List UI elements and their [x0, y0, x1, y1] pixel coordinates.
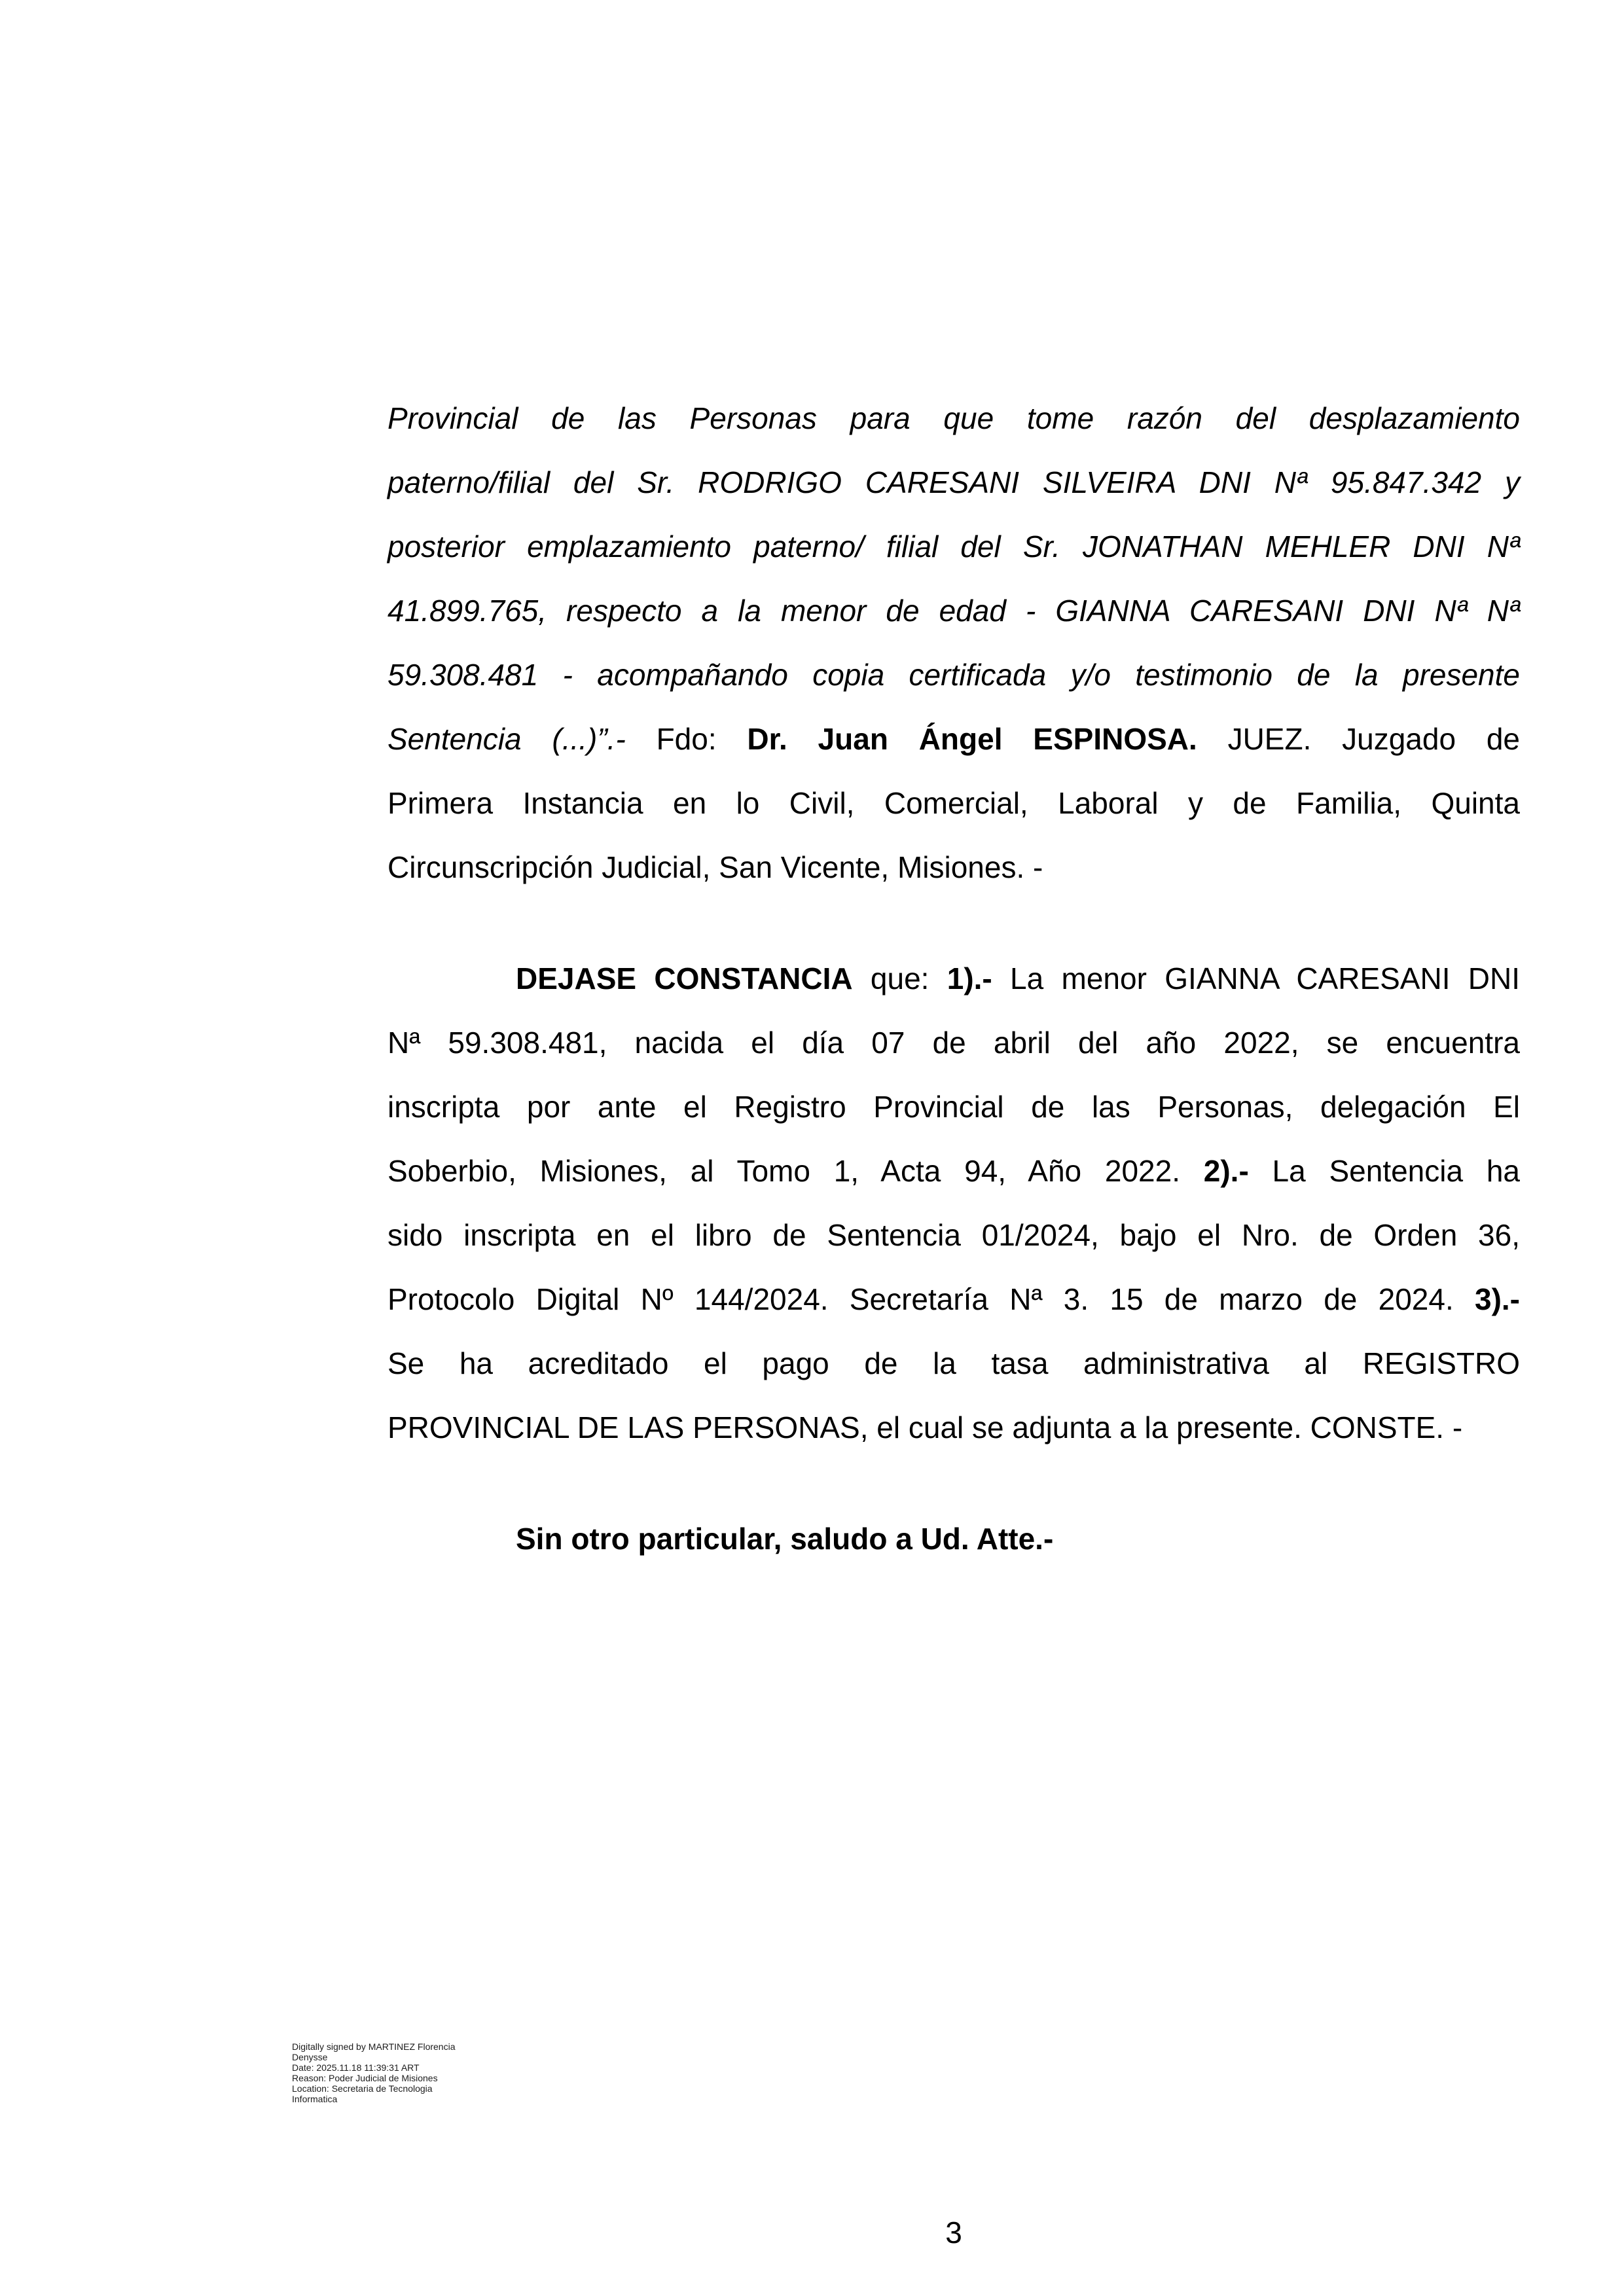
text-line — [388, 450, 1520, 514]
paragraph-sentence-transcript — [388, 386, 1520, 899]
text-line — [388, 1395, 1520, 1460]
text-line-content — [388, 386, 1520, 450]
text-line — [388, 946, 1520, 1011]
text-line-content — [388, 450, 1520, 514]
digital-signature-block — [292, 2041, 456, 2104]
text-line-content — [388, 1203, 1520, 1267]
text-line-content — [388, 1267, 1520, 1331]
text-segment-italic: posterior emplazamiento paterno/ filial del Sr. JONATHAN MEHLER DNI Nª — [388, 529, 1520, 564]
text-line — [388, 1075, 1520, 1139]
text-segment-normal: La menor GIANNA CARESANI DNI — [992, 961, 1521, 996]
text-segment-italic: Provincial de las Personas para que tome razón del desplazamiento — [388, 401, 1520, 435]
signature-line: Location: Secretaria de Tecnologia — [292, 2083, 433, 2094]
text-segment-italic: paterno/filial del Sr. RODRIGO CARESANI SILVEIRA DNI Nª 95.847.342 y — [388, 465, 1520, 499]
text-line-content — [388, 1011, 1520, 1075]
text-line — [388, 1507, 1520, 1571]
text-segment-italic: Sentencia (...)”.- — [388, 722, 626, 756]
text-segment-bold: 2).- — [1203, 1154, 1249, 1188]
text-segment-normal: La Sentencia ha — [1248, 1154, 1520, 1188]
signature-line: Informatica — [292, 2094, 338, 2104]
text-line-content — [388, 1139, 1520, 1203]
text-line-content — [388, 514, 1520, 579]
signature-line: Digitally signed by MARTINEZ Florencia — [292, 2041, 456, 2052]
text-line — [388, 835, 1520, 899]
text-segment-bold: 3).- — [1475, 1282, 1520, 1316]
text-line-content — [388, 707, 1520, 771]
text-segment-normal: inscripta por ante el Registro Provincial de las Personas, delegación El — [388, 1090, 1520, 1124]
text-segment-normal: Se ha acreditado el pago de la tasa administrativa al REGISTRO — [388, 1346, 1520, 1380]
text-segment-bold: Dr. Juan Ángel ESPINOSA. — [747, 722, 1197, 756]
text-segment-bold: 1).- — [947, 961, 992, 996]
text-segment-italic: 41.899.765, respecto a la menor de edad - GIANNA CARESANI DNI Nª Nª — [388, 594, 1520, 628]
text-line — [388, 1203, 1520, 1267]
text-line-content — [516, 1507, 1053, 1571]
page-number: 3 — [945, 2215, 962, 2250]
text-segment-normal: Circunscripción Judicial, San Vicente, Misiones. - — [388, 850, 1043, 884]
text-segment-normal: Protocolo Digital Nº 144/2024. Secretaría Nª 3. 15 de marzo de 2024. — [388, 1282, 1475, 1316]
text-line — [388, 707, 1520, 771]
text-segment-italic: 59.308.481 - acompañando copia certificada y/o testimonio de la presente — [388, 658, 1520, 692]
text-segment-normal: que: — [852, 961, 947, 996]
text-line-content — [388, 835, 1043, 899]
text-line — [388, 386, 1520, 450]
text-segment-normal: Soberbio, Misiones, al Tomo 1, Acta 94, Año 2022. — [388, 1154, 1204, 1188]
text-line — [388, 1011, 1520, 1075]
paragraph-dejase-constancia — [388, 946, 1520, 1460]
text-line-content — [388, 771, 1520, 835]
text-line-content — [516, 946, 1520, 1011]
text-line-content — [388, 1395, 1462, 1460]
text-segment-normal: Fdo: — [625, 722, 748, 756]
text-segment-normal: Nª 59.308.481, nacida el día 07 de abril del año 2022, se encuentra — [388, 1026, 1520, 1060]
paragraph-closing-salutation — [388, 1507, 1520, 1571]
text-line — [388, 579, 1520, 643]
signature-line: Reason: Poder Judicial de Misiones — [292, 2073, 438, 2083]
text-segment-normal: PROVINCIAL DE LAS PERSONAS, el cual se adjunta a la presente. CONSTE. - — [388, 1410, 1463, 1444]
text-line-content — [388, 1331, 1520, 1395]
signature-line: Date: 2025.11.18 11:39:31 ART — [292, 2062, 420, 2073]
text-line — [388, 1139, 1520, 1203]
document-body — [388, 386, 1520, 1618]
text-line — [388, 1331, 1520, 1395]
text-line — [388, 643, 1520, 707]
text-line — [388, 1267, 1520, 1331]
text-line — [388, 514, 1520, 579]
text-line-content — [388, 579, 1520, 643]
text-segment-normal: Primera Instancia en lo Civil, Comercial, Laboral y de Familia, Quinta — [388, 786, 1520, 820]
signature-line: Denysse — [292, 2052, 328, 2062]
text-segment-bold: DEJASE CONSTANCIA — [516, 961, 853, 996]
text-segment-normal: sido inscripta en el libro de Sentencia 01/2024, bajo el Nro. de Orden 36, — [388, 1218, 1520, 1252]
text-line-content — [388, 1075, 1520, 1139]
text-segment-normal: JUEZ. Juzgado de — [1197, 722, 1520, 756]
text-line-content — [388, 643, 1520, 707]
text-line — [388, 771, 1520, 835]
text-segment-bold: Sin otro particular, saludo a Ud. Atte.- — [516, 1522, 1054, 1556]
